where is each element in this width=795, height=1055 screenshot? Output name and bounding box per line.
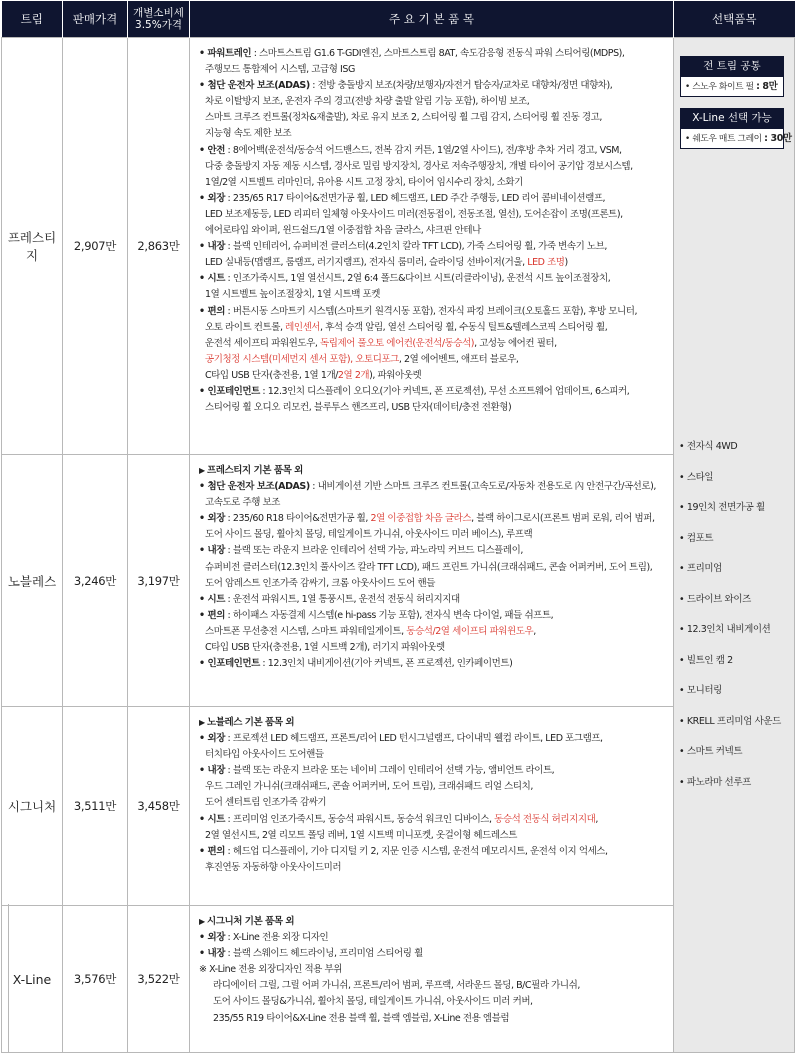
item-group-text: : 12.3인치 내비게이션(기아 커넥트, 폰 프로젝션, 인카페이먼트) [259,658,513,670]
item-group-text: : 프로젝션 LED 헤드램프, 프론트/리어 LED 턴시그널램프, 다이내믹 웰컴 라이트, LED 포그램프, [224,733,603,745]
item-group-text: : 235/65 R17 타이어&전면가공 휠, LED 헤드램프, LED 주간 주행등, LED 리어 콤비네이션램프, [224,192,606,204]
item-group-first-line [199,271,669,287]
option-box-all-trims [680,56,784,97]
item-group-text: : 운전석 파워시트, 1열 통풍시트, 운전석 전동식 허리지지대 [224,593,460,605]
xline-note-title: ※ X-Line 전용 외장디자인 적용 부위 [199,964,342,976]
base-items-note: ▶ 프레스티지 기본 품목 외 [199,463,669,479]
tax-price: 3,522만 [128,906,190,1053]
item-group [199,384,669,416]
item-group-first-line [199,304,669,320]
item-group [199,191,669,239]
item-group [199,239,669,271]
header-options: 선택품목 [674,1,795,38]
option-package-item: • 스마트 커넥트 [679,744,781,775]
highlight-text: 동승석 전동식 허리지지대 [494,813,596,825]
option-package-item: • 빌트인 캠 2 [679,653,781,684]
trim-name: 시그니처 [2,707,63,906]
highlight-text: LED 조명 [527,257,565,269]
item-group [199,731,669,763]
item-group-first-line [199,543,669,559]
option-box-title: X-Line 선택 가능 [680,108,784,128]
header-tax-price-line1: 개별소비세 [133,7,184,19]
main-items-cell [190,707,674,906]
item-group-continuation: 1열 시트벨트 높이조절장치, 1열 시트백 포켓 [205,289,380,301]
item-group-label: • 첨단 운전자 보조(ADAS) [199,481,310,492]
item-group-continuation: 후진연동 자동하향 아웃사이드미러 [205,861,342,873]
item-group [199,543,669,591]
option-item-price: : 8만 [756,81,778,92]
item-group-label: • 편의 [199,306,225,317]
item-group-continuation: 다중 충돌방지 자동 제동 시스템, 경사로 밀림 방지장치, 경사로 저속주행장치, 개별 타이어 공기압 경보시스템, [205,160,633,172]
continuation-text: C타입 USB 단자(충전용, 1열 1개/ [205,369,338,381]
item-group-text: : 블랙 또는 라운지 브라운 또는 네이비 그레이 인테리어 선택 가능, 앰비언트 라이트, [224,765,555,777]
highlight-text: 2열 이중접합 차음 글라스 [370,513,472,525]
main-items-cell [190,38,674,455]
continuation-text: , [533,625,536,637]
option-package-item: • 프리미엄 [679,561,781,592]
item-group-label: • 인포테인먼트 [199,386,260,397]
option-package-list [679,439,781,805]
continuation-text: ) [564,257,568,269]
item-group-first-line [199,479,669,495]
table-row [2,38,795,455]
continuation-text: LED 실내등(맵램프, 룸램프, 러기지램프), 전자식 룸미러, 슬라이딩 선바이저(거울, [205,257,528,269]
xline-note-line: 라디에이터 그릴, 그릴 어퍼 가니쉬, 프론트/리어 범퍼, 루프랙, 서라운드 몰딩, B/C필라 가니쉬, [213,980,580,992]
item-group-label: • 시트 [199,814,225,825]
item-group-continuation: 차로 이탈방지 보조, 운전자 주의 경고(전방 차량 출발 알림 기능 포함), 하이빔 보조, [205,96,530,108]
option-item-name: 스노우 화이트 펄 [692,82,754,92]
tax-price: 2,863만 [128,38,190,455]
continuation-text: 스마트폰 무선충전 시스템, 스마트 파워테일게이트, [205,625,407,637]
item-group [199,271,669,303]
xline-note-line: 235/55 R19 타이어&X-Line 전용 블랙 휠, 블랙 엠블럼, X-Line 전용 엠블럼 [213,1012,510,1024]
continuation-text: 운전석 세이프티 파워윈도우, [205,337,321,349]
item-group-label: • 첨단 운전자 보조(ADAS) [199,80,310,91]
item-group-continuation [199,320,669,336]
highlight-text: 독립제어 풀오토 에어컨(운전석/동승석) [320,337,475,349]
item-group-continuation: 우드 그레인 가니쉬(크래쉬패드, 콘솔 어퍼커버, 도어 트림), 크래쉬패드 리얼 스티치, [205,781,533,793]
item-group-label: • 시트 [199,594,225,605]
item-group-first-line [199,608,669,624]
trim-name: X-Line [2,906,63,1053]
option-item-name: 쉐도우 매트 그레이 [692,134,762,144]
item-group-continuation: 슈퍼비전 클러스터(12.3인치 풀사이즈 칼라 TFT LCD), 패드 프린트 가니쉬(크래쉬패드, 콘솔 어퍼커버, 도어 트림), [205,561,653,573]
item-group [199,946,669,962]
item-group-continuation: 스티어링 휠 오디오 리모컨, 블루투스 핸즈프리, USB 단자(데이터/충전 전환형) [205,402,512,414]
item-group-first-line [199,143,669,159]
option-package-item: • 컴포트 [679,531,781,562]
item-group-first-line [199,239,669,255]
item-group [199,511,669,543]
item-group-text: : 스마트스트림 G1.6 T-GDI엔진, 스마트스트림 8AT, 속도감응형 전동식 파워 스티어링(MDPS), [251,48,625,59]
item-group-continuation: 도어 암레스트 인조가죽 감싸기, 크롬 아웃사이드 도어 핸들 [205,577,436,589]
option-package-item: • 스타일 [679,470,781,501]
option-item-price: : 30만 [764,133,792,144]
item-group-text: , 블랙 하이그로시(프론트 범퍼 로워, 리어 범퍼, [471,513,655,525]
item-group-first-line [199,656,669,672]
item-group-text: : 인조가죽시트, 1열 열선시트, 2열 6:4 폴드&다이브 시트(리클라이닝), 운전석 시트 높이조절장치, [224,273,611,285]
item-group-first-line [199,930,669,946]
item-group [199,608,669,656]
item-group-continuation: 터치타입 아웃사이드 도어핸들 [205,749,324,761]
option-package-item: • 모니터링 [679,683,781,714]
item-group [199,844,669,876]
item-group-text: : 8에어백(운전석/동승석 어드밴스드, 전복 감지 커튼, 1열/2열 사이드), 전/후방 추차 거리 경고, VSM, [224,144,622,156]
trim-name: 프레스티지 [2,38,63,455]
header-sale-price: 판매가격 [63,1,128,38]
item-group-continuation: 스마트 크루즈 컨트롤(정차&재출발), 차로 유지 보조 2, 스티어링 휠 그립 감지, 스티어링 휠 진동 경고, [205,112,602,124]
option-item-bullet: • [685,82,693,92]
item-group-label: • 안전 [199,145,225,156]
continuation-text: , 후석 승객 알림, 열선 스티어링 휠, 수동식 틸트&텔레스코픽 스티어링 휠, [320,321,608,333]
item-group-text: : 내비게이션 기반 스마트 크루즈 컨트롤(고속도로/자동차 전용도로 內 안전구간/곡선로), [309,481,656,493]
item-group-continuation: LED 보조제동등, LED 리피터 일체형 아웃사이드 미러(전동접이, 전동조절, 열선), 도어손잡이 조명(프론트), [205,208,623,220]
header-tax-price [128,1,190,38]
xline-note-line: 도어 사이드 몰딩&가니쉬, 휠아치 몰딩, 테일게이트 가니쉬, 아웃사이드 미러 커버, [213,996,533,1008]
continuation-text: 오토 라이트 컨트롤, [205,321,286,333]
header-main-items: 주 요 기 본 품 목 [190,1,674,38]
tax-price: 3,197만 [128,455,190,707]
item-group-continuation: 에어로타입 와이퍼, 윈드쉴드/1열 이중접합 차음 글라스, 샤크핀 안테나 [205,225,481,237]
item-group-label: • 내장 [199,948,225,959]
continuation-text: C타입 USB 단자(충전용, 1열 시트백 2개), 러기지 파워아웃렛 [205,642,445,654]
sale-price: 3,246만 [63,455,128,707]
item-group-first-line [199,812,669,828]
item-group-text: , [595,813,598,825]
item-group [199,763,669,811]
highlight-text: 공기청정 시스템(미세먼지 센서 포함), 오토디포그 [205,353,399,365]
header-row [2,1,795,38]
main-items-cell [190,906,674,1053]
item-group-continuation [199,368,669,384]
item-group-continuation [199,352,669,368]
item-group-label: • 편의 [199,846,225,857]
sale-price: 3,511만 [63,707,128,906]
item-group-text: : 블랙 스웨이드 헤드라이닝, 프리미엄 스티어링 휠 [224,948,423,960]
option-package-item: • KRELL 프리미엄 사운드 [679,714,781,745]
item-group-label: • 내장 [199,545,225,556]
table-body [2,38,795,1053]
item-group [199,304,669,384]
continuation-text: , 고성능 에어컨 필터, [474,337,557,349]
option-box-item [680,128,792,149]
base-items-note: ▶ 시그니처 기본 품목 외 [199,914,669,930]
item-group [199,78,669,142]
item-group [199,46,669,78]
item-group-continuation: 주행모드 통합제어 시스템, 고급형 ISG [205,64,355,76]
item-group-continuation: 2열 열선시트, 2열 리모트 폴딩 레버, 1열 시트백 미니포켓, 옷걸이형 헤드레스트 [205,829,518,841]
sale-price: 3,576만 [63,906,128,1053]
item-group-first-line [199,763,669,779]
header-trim: 트림 [2,1,63,38]
option-box-item [680,76,784,97]
option-package-item: • 파노라마 선루프 [679,775,781,806]
item-group-first-line [199,511,669,527]
trim-name: 노블레스 [2,455,63,707]
option-box-title: 전 트림 공통 [680,56,784,76]
item-group-label: • 내장 [199,765,225,776]
item-group [199,479,669,511]
item-group-text: : 235/60 R18 타이어&전면가공 휠, [224,513,371,525]
item-group [199,143,669,191]
item-group [199,656,669,672]
options-column [674,38,795,1053]
item-group-continuation [199,255,669,271]
item-group-continuation: 고속도로 주행 보조 [205,497,280,509]
item-group-label: • 외장 [199,193,225,204]
item-group-label: • 편의 [199,610,225,621]
item-group-first-line [199,844,669,860]
item-group-text: : 프리미엄 인조가죽시트, 동승석 파워시트, 동승석 워크인 디바이스, [224,813,495,825]
item-group-text: : 헤드업 디스플레이, 기아 디지털 키 2, 지문 인증 시스템, 운전석 메모리시트, 운전석 이지 억세스, [224,845,608,857]
item-group-label: • 외장 [199,513,225,524]
option-package-item: • 드라이브 와이즈 [679,592,781,623]
item-group-label: • 외장 [199,932,225,943]
item-group-continuation: 도어 사이드 몰딩, 휠아치 몰딩, 테일게이트 가니쉬, 아웃사이드 미러 베이스), 루프랙 [205,529,533,541]
option-item-bullet: • [685,134,693,144]
item-group-continuation: 지능형 속도 제한 보조 [205,128,292,140]
item-group-continuation: 도어 센터트림 인조가죽 감싸기 [205,797,327,809]
item-group-text: : 버튼시동 스마트키 시스템(스마트키 원격시동 포함), 전자식 파킹 브레이크(오토홀드 포함), 후방 모니터, [224,305,638,317]
continuation-text: , 2열 에어벤트, 애프터 블로우, [398,353,519,365]
item-group-continuation [199,336,669,352]
option-package-item: • 19인치 전면가공 휠 [679,500,781,531]
item-group-label: • 시트 [199,273,225,284]
tax-price: 3,458만 [128,707,190,906]
highlight-text: 레인센서 [285,321,321,333]
option-box-xline [680,108,792,149]
item-group-text: : 블랙 인테리어, 슈퍼비전 클러스터(4.2인치 칼라 TFT LCD), 가죽 스티어링 휠, 가죽 변속기 노브, [224,241,607,253]
item-group-first-line [199,46,669,62]
header-tax-price-line2: 3.5%가격 [135,19,182,31]
item-group-text: : X-Line 전용 외장 디자인 [224,932,329,944]
continuation-text: ), 파워아웃렛 [369,369,422,381]
base-items-note: ▶ 노블레스 기본 품목 외 [199,715,669,731]
item-group-text: : 블랙 또는 라운지 브라운 인테리어 선택 가능, 파노라믹 커브드 디스플레이, [224,545,523,557]
item-group-first-line [199,592,669,608]
highlight-text: 2열 2개 [337,369,370,381]
option-package-item: • 전자식 4WD [679,439,781,470]
option-package-item: • 12.3인치 내비게이션 [679,622,781,653]
item-group-continuation [199,624,669,640]
item-group-first-line [199,946,669,962]
item-group-continuation: 1열/2열 시트벨트 리마인더, 유아용 시트 고정 장치, 타이어 임시수리 장치, 소화기 [205,176,523,188]
item-group-first-line [199,191,669,207]
item-group [199,812,669,844]
spec-table [1,1,795,1053]
item-group-first-line [199,78,669,94]
item-group-text: : 하이패스 자동결제 시스템(e hi-pass 기능 포함), 전자식 변속 다이얼, 패들 쉬프트, [224,609,554,621]
item-group-first-line [199,384,669,400]
item-group-text: : 전방 충돌방지 보조(차량/보행자/자전거 탑승자/교차로 대향차/정면 대향차), [309,80,613,92]
item-group-label: • 인포테인먼트 [199,658,260,669]
item-group-text: : 12.3인치 디스플레이 오디오(기아 커넥트, 폰 프로젝션), 무선 소프트웨어 업데이트, 6스피커, [259,385,630,397]
item-group-label: • 내장 [199,241,225,252]
item-group-continuation [199,640,669,656]
item-group-label: • 외장 [199,733,225,744]
main-items-cell [190,455,674,707]
item-group-first-line [199,731,669,747]
highlight-text: 동승석/2열 세이프티 파워윈도우 [406,625,534,637]
item-group [199,930,669,946]
item-group [199,592,669,608]
item-group-label: • 파워트레인 [199,48,251,59]
sale-price: 2,907만 [63,38,128,455]
